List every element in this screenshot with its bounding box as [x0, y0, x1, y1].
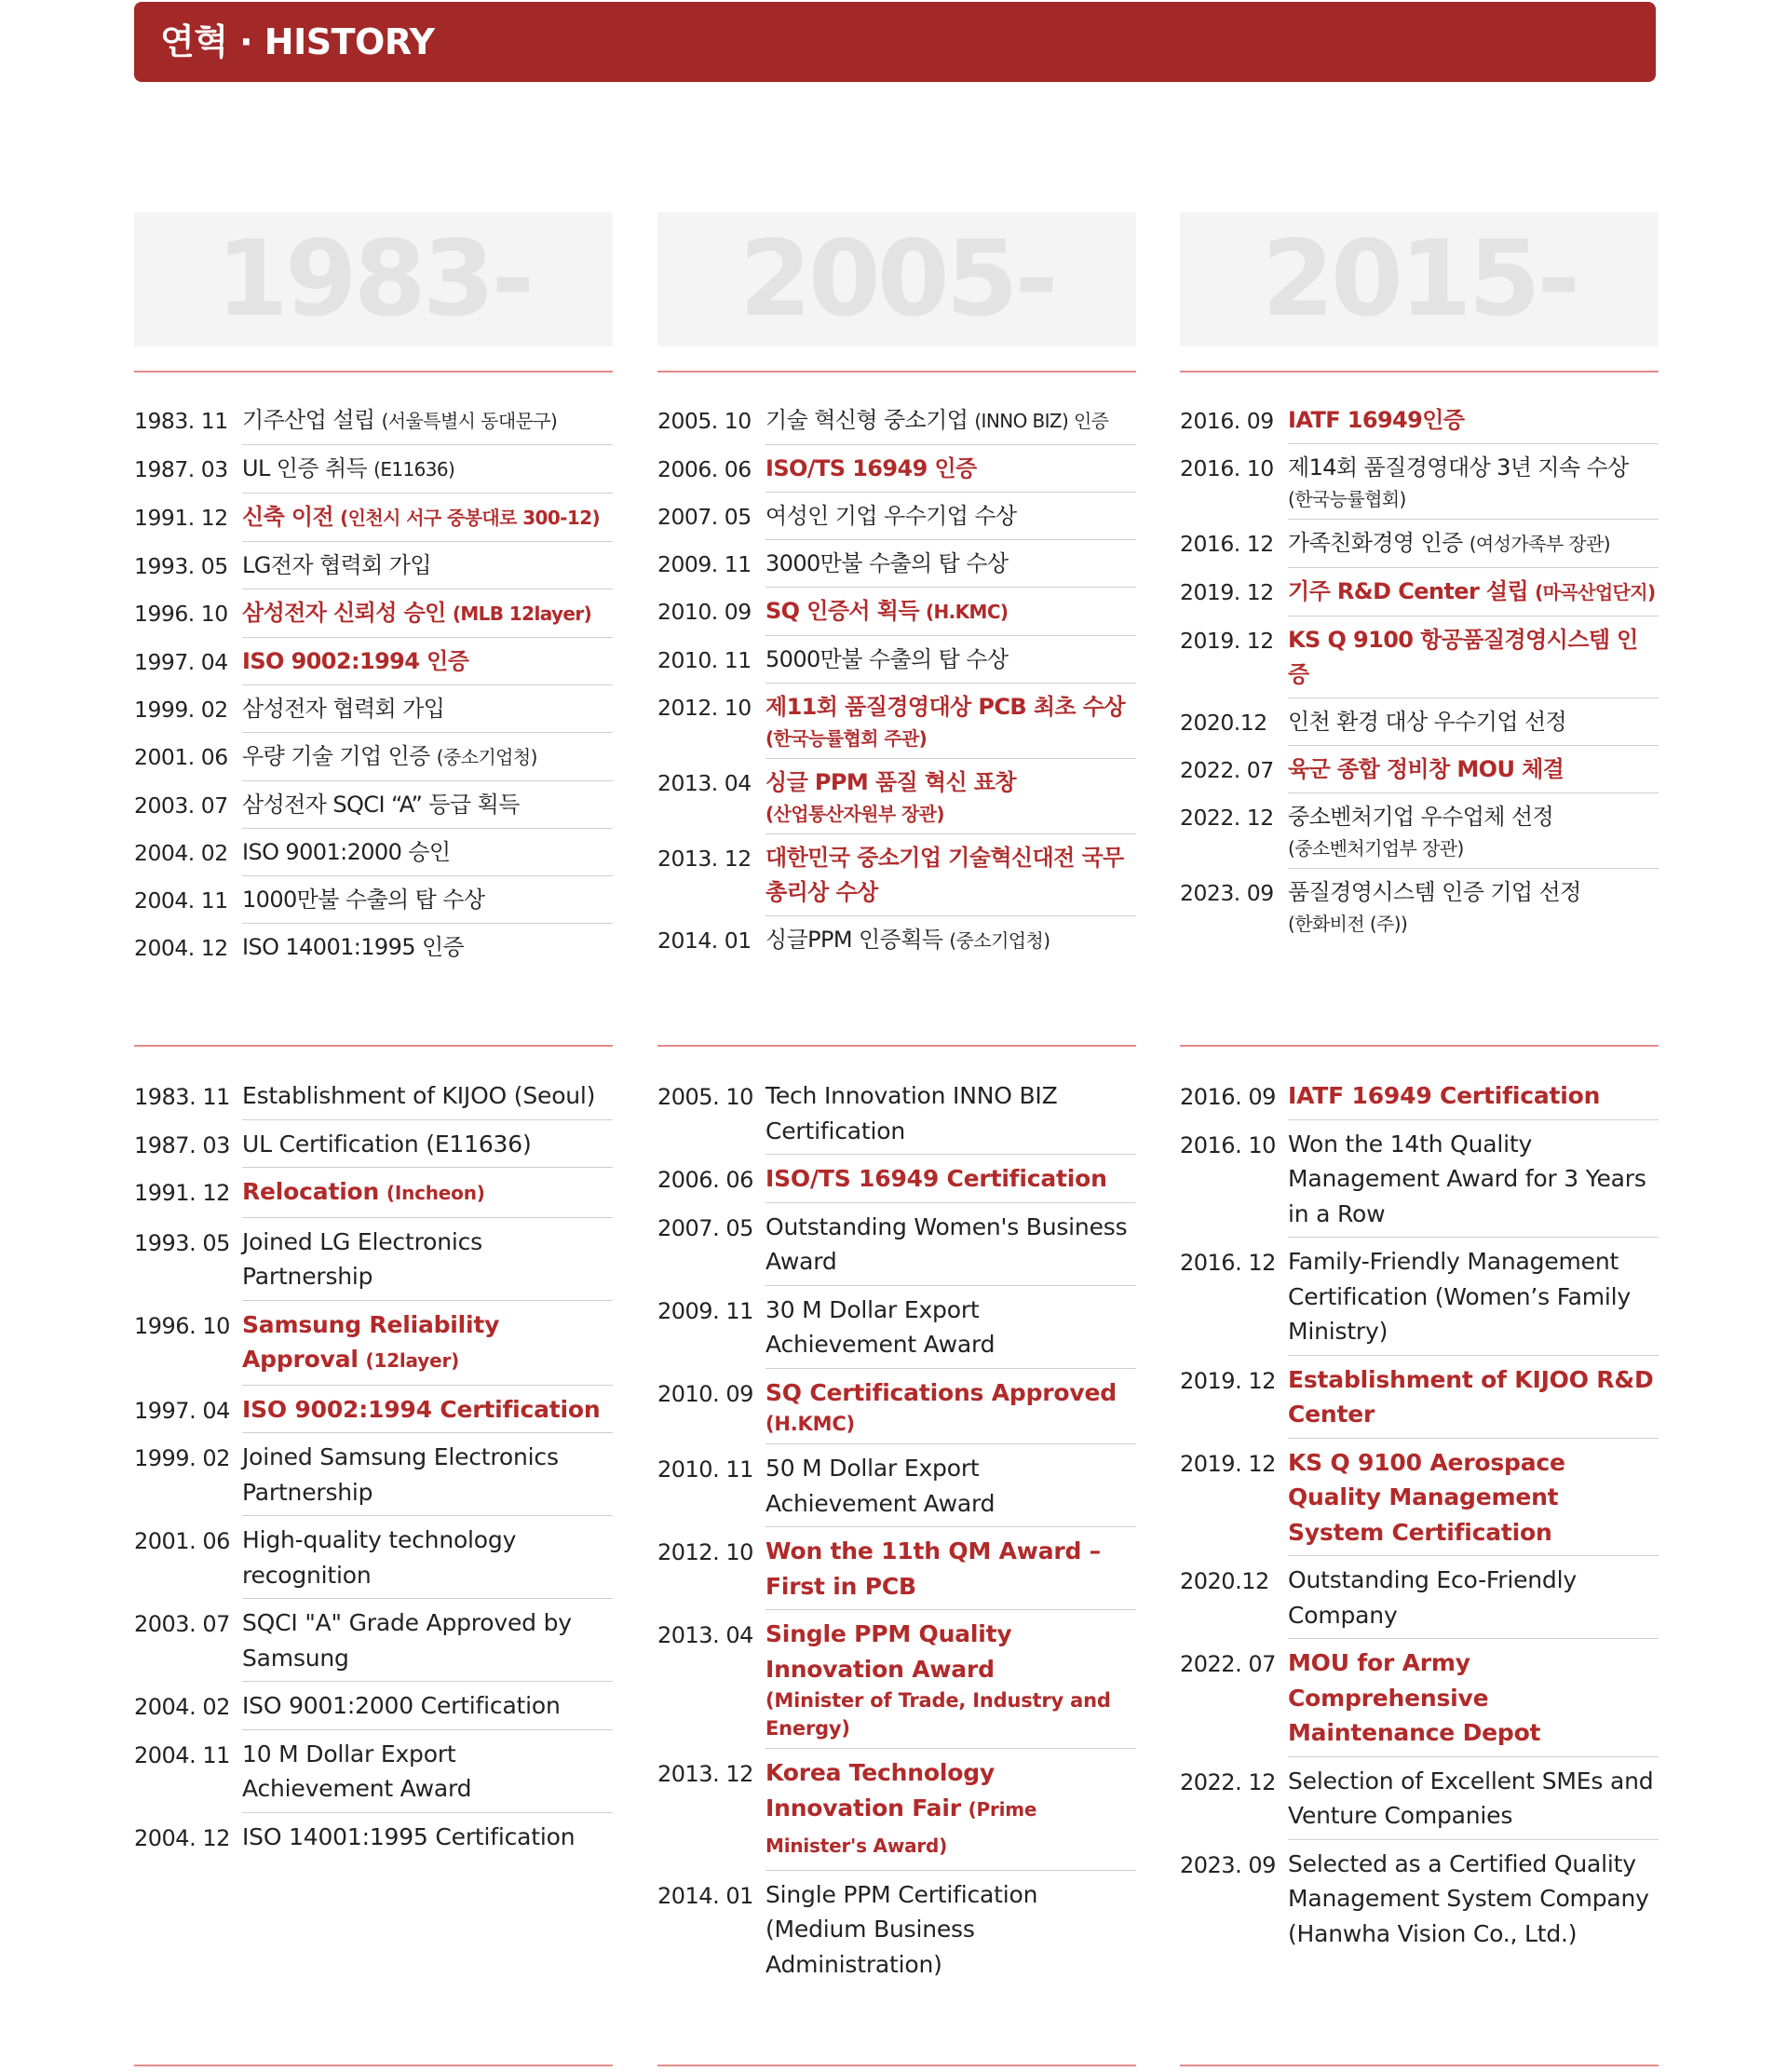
entry-note: (여성가족부 장관): [1469, 533, 1610, 555]
entry-date: 2022. 07: [1180, 1651, 1276, 1677]
entry-title: Relocation: [242, 1178, 380, 1205]
section-divider: [657, 371, 1136, 372]
entry-date: 2016. 10: [1180, 455, 1274, 481]
entry-date: 1991. 12: [134, 1180, 230, 1206]
section-divider: [1180, 371, 1659, 372]
entry-date: 1991. 12: [134, 505, 228, 531]
timeline-entry: [134, 1688, 613, 1737]
section-divider: [1180, 1045, 1659, 1047]
entry-text: [1288, 1563, 1659, 1639]
entry-date: 2016. 12: [1180, 1250, 1276, 1276]
entry-note: (중소기업청): [949, 929, 1050, 952]
entry-text: [1288, 623, 1659, 698]
entry-text: [242, 1820, 613, 1861]
entry-text: [1288, 1445, 1659, 1557]
timeline-entry: [1180, 1127, 1659, 1245]
entry-text: [765, 841, 1136, 916]
entry-date: 1996. 10: [134, 1312, 230, 1339]
timeline-entry: [1180, 526, 1659, 575]
timeline-entry: [1180, 623, 1659, 705]
entry-date: 1997. 04: [134, 649, 228, 675]
timeline-entry: [1180, 403, 1659, 451]
entry-title: SQCI "A" Grade Approved by Samsung: [242, 1609, 572, 1672]
timeline-entry: [657, 1161, 1136, 1210]
timeline-entry: [657, 765, 1136, 841]
entry-text: [242, 883, 613, 924]
section-divider: [134, 371, 613, 372]
entry-text: [1288, 800, 1659, 869]
entry-title: 여성인 기업 우수기업 수상: [765, 503, 1017, 529]
entry-date: 2023. 09: [1180, 1851, 1276, 1878]
entry-subnote: (Minister of Trade, Industry and Energy): [765, 1689, 1111, 1740]
entry-text: [242, 788, 613, 829]
entry-subnote: (H.KMC): [765, 1413, 855, 1435]
entry-title: 기술 혁신형 중소기업: [765, 407, 968, 433]
entry-title: SQ 인증서 획득: [765, 598, 919, 624]
entry-title: 우량 기술 기업 인증: [242, 743, 430, 769]
entry-title: Korea Technology Innovation Fair: [765, 1759, 995, 1821]
entry-text: [765, 1210, 1136, 1286]
entry-title: 기주산업 설립: [242, 407, 375, 433]
entry-text: [242, 548, 613, 589]
timeline-entry: [657, 547, 1136, 594]
timeline-entry: [657, 1755, 1136, 1877]
entry-note: (12layer): [365, 1349, 460, 1372]
page-title: 연혁 · HISTORY: [160, 21, 435, 62]
entry-text: [1288, 575, 1659, 616]
entry-title: 제14회 품질경영대상 3년 지속 수상: [1288, 454, 1629, 481]
timeline-entry: [1180, 1563, 1659, 1645]
timeline-entry: [1180, 705, 1659, 752]
entry-title: IATF 16949 Certification: [1288, 1082, 1601, 1109]
entry-title: 삼성전자 신뢰성 승인: [242, 600, 446, 626]
entry-date: 1993. 05: [134, 553, 228, 579]
timeline-entry: [134, 1440, 613, 1523]
entry-title: 신축 이전: [242, 504, 334, 530]
entry-text: [1288, 1764, 1659, 1840]
entry-title: 육군 종합 정비창 MOU 체결: [1288, 756, 1564, 782]
entry-title: ISO 14001:1995 인증: [242, 934, 465, 960]
entry-text: [765, 1161, 1136, 1203]
entry-title: 30 M Dollar Export Achievement Award: [765, 1295, 996, 1358]
entry-note: (Prime Minister's Award): [765, 1797, 1037, 1857]
entry-title: 품질경영시스템 인증 기업 선정: [1288, 879, 1581, 905]
timeline-entry: [657, 452, 1136, 499]
entry-date: 2014. 01: [657, 1882, 753, 1909]
timeline-entry: [1180, 1847, 1659, 1964]
entry-text: [242, 1078, 613, 1120]
entry-date: 2001. 06: [134, 744, 228, 770]
entry-title: ISO 9001:2000 승인: [242, 839, 451, 865]
timeline-entry: [134, 692, 613, 739]
entry-text: [1288, 526, 1659, 568]
timeline-entry: [134, 1078, 613, 1127]
entry-text: [765, 1375, 1136, 1445]
entry-date: 1987. 03: [134, 1131, 230, 1158]
entry-text: [1288, 403, 1659, 444]
entry-text: [765, 1755, 1136, 1871]
entry-title: Won the 14th Quality Management Award for 3 Years in a Row: [1288, 1130, 1646, 1227]
timeline-entry: [1180, 1362, 1659, 1445]
entry-title: Family-Friendly Management Certification (Women’s Family Ministry): [1288, 1248, 1631, 1345]
entry-text: [765, 923, 1136, 964]
entry-text: [242, 1127, 613, 1169]
entry-date: 2022. 07: [1180, 757, 1274, 783]
entry-date: 1983. 11: [134, 408, 228, 434]
entry-date: 2007. 05: [657, 504, 752, 530]
entry-date: 2014. 01: [657, 928, 752, 954]
entry-text: [242, 452, 613, 494]
entry-date: 2019. 12: [1180, 628, 1274, 654]
entry-date: 2003. 07: [134, 792, 228, 819]
entry-text: [242, 403, 613, 445]
entry-date: 2016. 10: [1180, 1131, 1276, 1158]
entry-date: 2010. 11: [657, 1456, 753, 1483]
entry-date: 2006. 06: [657, 1167, 753, 1193]
entry-date: 2019. 12: [1180, 1450, 1276, 1477]
entry-text: [1288, 1078, 1659, 1120]
section-divider: [134, 1045, 613, 1047]
entry-text: [765, 499, 1136, 540]
entry-title: KS Q 9100 항공품질경영시스템 인증: [1288, 627, 1638, 687]
entry-title: LG전자 협력회 가입: [242, 552, 431, 578]
entry-text: [1288, 1127, 1659, 1239]
entry-date: 2016. 12: [1180, 531, 1274, 557]
entry-date: 2013. 04: [657, 1622, 753, 1648]
timeline-entry: [1180, 1645, 1659, 1764]
entry-title: 인천 환경 대상 우수기업 선정: [1288, 709, 1567, 735]
entry-date: 2009. 11: [657, 551, 752, 577]
timeline-entry: [134, 1523, 613, 1605]
entry-date: 2012. 10: [657, 1539, 753, 1565]
entry-note: (E11636): [373, 458, 455, 481]
timeline-entry: [134, 1820, 613, 1867]
entry-title: 10 M Dollar Export Achievement Award: [242, 1740, 472, 1802]
entry-title: Outstanding Eco-Friendly Company: [1288, 1566, 1577, 1629]
timeline-entry: [657, 690, 1136, 765]
entry-date: 2010. 09: [657, 599, 752, 625]
entry-text: [1288, 1244, 1659, 1356]
entry-title: Selected as a Certified Quality Management System Company (Hanwha Vision Co., Ltd.): [1288, 1849, 1649, 1947]
timeline-list-ko: [134, 403, 613, 977]
timeline-entry: [657, 1375, 1136, 1452]
entry-date: 2010. 11: [657, 647, 752, 673]
entry-title: IATF 16949인증: [1288, 407, 1465, 433]
entry-title: Single PPM Certification (Medium Business Administration): [765, 1880, 1038, 1978]
timeline-entry: [134, 1392, 613, 1441]
entry-date: 2005. 10: [657, 1084, 753, 1110]
entry-title: Selection of Excellent SMEs and Venture Companies: [1288, 1767, 1654, 1829]
timeline-entry: [134, 500, 613, 548]
entry-title: Won the 11th QM Award – First in PCB: [765, 1537, 1101, 1600]
entry-date: 2016. 09: [1180, 1084, 1276, 1110]
timeline-entry: [1180, 451, 1659, 526]
era-year-heading: 1983-: [134, 212, 613, 346]
entry-text: [242, 644, 613, 685]
entry-text: [1288, 752, 1659, 793]
timeline-list-ko: [657, 403, 1136, 970]
entry-date: 1996. 10: [134, 601, 228, 627]
section-divider: [1180, 2065, 1659, 2066]
entry-text: [242, 1307, 613, 1386]
entry-date: 2004. 11: [134, 887, 228, 914]
entry-title: 제11회 품질경영대상 PCB 최초 수상: [765, 694, 1125, 720]
entry-title: UL Certification (E11636): [242, 1130, 532, 1158]
timeline-entry: [134, 548, 613, 596]
timeline-entry: [657, 1078, 1136, 1161]
timeline-entry: [134, 739, 613, 788]
section-divider: [134, 2065, 613, 2066]
entry-date: 1999. 02: [134, 697, 228, 723]
entry-text: [765, 1451, 1136, 1527]
timeline-list-en: [1180, 1078, 1659, 1963]
timeline-entry: [134, 596, 613, 644]
timeline-entry: [1180, 575, 1659, 623]
entry-text: [765, 547, 1136, 588]
entry-date: 2016. 09: [1180, 408, 1274, 434]
timeline-entry: [657, 499, 1136, 547]
entry-date: 1987. 03: [134, 456, 228, 482]
entry-text: [1288, 1847, 1659, 1957]
entry-title: KS Q 9100 Aerospace Quality Management System Certification: [1288, 1448, 1565, 1546]
entry-date: 2007. 05: [657, 1214, 753, 1241]
entry-text: [765, 690, 1136, 759]
entry-text: [765, 403, 1136, 445]
timeline-list-ko: [1180, 403, 1659, 950]
entry-title: ISO 14001:1995 Certification: [242, 1822, 576, 1850]
entry-title: 1000만불 수출의 탑 수상: [242, 887, 485, 913]
entry-date: 2022. 12: [1180, 1768, 1276, 1795]
entry-title: 50 M Dollar Export Achievement Award: [765, 1455, 996, 1517]
entry-title: MOU for Army Comprehensive Maintenance Depot: [1288, 1649, 1541, 1746]
timeline-entry: [134, 1174, 613, 1225]
timeline-entry: [657, 1617, 1136, 1755]
entry-text: [242, 739, 613, 781]
entry-note: (마곡산업단지): [1535, 581, 1656, 603]
entry-title: Establishment of KIJOO R&D Center: [1288, 1365, 1654, 1428]
entry-date: 2013. 12: [657, 1761, 753, 1787]
timeline-entry: [1180, 1445, 1659, 1564]
timeline-entry: [1180, 875, 1659, 950]
entry-text: [1288, 1645, 1659, 1757]
era-year-heading: 2015-: [1180, 212, 1659, 346]
entry-note: (인천시 서구 중봉대로 300-12): [340, 507, 601, 529]
entry-text: [765, 1293, 1136, 1369]
entry-text: [765, 1078, 1136, 1155]
timeline-entry: [657, 923, 1136, 970]
timeline-entry: [657, 403, 1136, 452]
timeline-entry: [657, 1534, 1136, 1617]
entry-title: Joined LG Electronics Partnership: [242, 1227, 482, 1290]
entry-text: [242, 835, 613, 876]
timeline-entry: [134, 1605, 613, 1688]
timeline-entry: [134, 403, 613, 452]
entry-date: 1997. 04: [134, 1397, 230, 1424]
entry-title: ISO 9001:2000 Certification: [242, 1692, 561, 1719]
timeline-entry: [657, 1451, 1136, 1534]
entry-date: 2009. 11: [657, 1297, 753, 1324]
entry-note: (MLB 12layer): [452, 603, 592, 625]
timeline-entry: [657, 841, 1136, 923]
timeline-entry: [1180, 752, 1659, 800]
entry-title: ISO 9002:1994 Certification: [242, 1395, 601, 1423]
entry-text: [242, 930, 613, 970]
era-year-heading: 2005-: [657, 212, 1136, 346]
entry-title: SQ Certifications Approved: [765, 1378, 1117, 1406]
entry-date: 2020.12: [1180, 1568, 1269, 1594]
timeline-entry: [134, 1127, 613, 1175]
entry-date: 2020.12: [1180, 710, 1267, 736]
timeline-entry: [134, 644, 613, 692]
entry-title: 기주 R&D Center 설립: [1288, 578, 1529, 604]
timeline-entry: [657, 643, 1136, 690]
entry-date: 1983. 11: [134, 1084, 230, 1110]
timeline-entry: [134, 883, 613, 930]
entry-title: UL 인증 취득: [242, 455, 368, 481]
entry-date: 2023. 09: [1180, 880, 1274, 906]
entry-date: 2019. 12: [1180, 1367, 1276, 1394]
entry-text: [1288, 1362, 1659, 1439]
entry-note: (H.KMC): [925, 601, 1009, 623]
entry-title: ISO/TS 16949 인증: [765, 455, 977, 481]
entry-date: 2004. 12: [134, 1824, 230, 1851]
entry-text: [1288, 875, 1659, 943]
entry-date: 2001. 06: [134, 1528, 230, 1554]
timeline-entry: [1180, 1244, 1659, 1362]
entry-title: 삼성전자 SQCI “A” 등급 획득: [242, 792, 520, 818]
timeline-entry: [657, 1877, 1136, 1995]
entry-title: ISO/TS 16949 Certification: [765, 1165, 1107, 1192]
entry-subnote: (한국능률협회): [1288, 488, 1406, 510]
entry-date: 2013. 04: [657, 770, 752, 796]
timeline-entry: [657, 1210, 1136, 1293]
entry-text: [242, 1737, 613, 1813]
entry-title: 5000만불 수출의 탑 수상: [765, 646, 1009, 672]
entry-note: (서울특별시 동대문구): [381, 410, 558, 432]
section-header: [134, 2, 1656, 82]
section-divider: [657, 1045, 1136, 1047]
entry-text: [242, 1440, 613, 1516]
entry-title: 가족친화경영 인증: [1288, 530, 1463, 556]
entry-title: 3000만불 수출의 탑 수상: [765, 550, 1009, 576]
entry-title: 중소벤처기업 우수업체 선정: [1288, 804, 1554, 830]
entry-date: 2004. 02: [134, 1694, 230, 1720]
timeline-entry: [657, 594, 1136, 643]
entry-date: 2012. 10: [657, 695, 752, 721]
entry-date: 2013. 12: [657, 846, 752, 872]
timeline-entry: [657, 1293, 1136, 1375]
entry-text: [765, 1877, 1136, 1988]
entry-date: 2003. 07: [134, 1611, 230, 1637]
entry-title: 대한민국 중소기업 기술혁신대전 국무총리상 수상: [765, 845, 1124, 905]
timeline-list-en: [657, 1078, 1136, 1994]
timeline-entry: [134, 452, 613, 500]
entry-title: 삼성전자 협력회 가입: [242, 696, 445, 722]
entry-date: 2019. 12: [1180, 579, 1274, 605]
entry-date: 2006. 06: [657, 456, 752, 482]
entry-text: [242, 596, 613, 638]
entry-text: [765, 643, 1136, 684]
entry-date: 2004. 12: [134, 935, 228, 961]
entry-text: [765, 765, 1136, 834]
entry-text: [242, 1225, 613, 1301]
entry-title: High-quality technology recognition: [242, 1526, 517, 1589]
entry-text: [765, 1534, 1136, 1610]
timeline-entry: [1180, 800, 1659, 875]
entry-date: 2004. 11: [134, 1741, 230, 1768]
entry-text: [242, 1523, 613, 1599]
entry-text: [765, 594, 1136, 636]
entry-title: ISO 9002:1994 인증: [242, 648, 469, 674]
entry-subnote: (산업통산자원부 장관): [765, 803, 944, 825]
entry-title: 싱글 PPM 품질 혁신 표창: [765, 769, 1016, 795]
entry-text: [242, 1392, 613, 1434]
entry-date: 1999. 02: [134, 1445, 230, 1471]
entry-text: [242, 1174, 613, 1218]
entry-text: [242, 500, 613, 542]
entry-title: Single PPM Quality Innovation Award: [765, 1620, 1012, 1683]
entry-note: (INNO BIZ) 인증: [974, 410, 1109, 432]
entry-text: [765, 1617, 1136, 1749]
entry-date: 2005. 10: [657, 408, 752, 434]
timeline-entry: [134, 930, 613, 977]
entry-title: Outstanding Women's Business Award: [765, 1212, 1128, 1275]
timeline-entry: [134, 1225, 613, 1307]
entry-text: [242, 1688, 613, 1730]
entry-text: [242, 1605, 613, 1682]
entry-title: Joined Samsung Electronics Partnership: [242, 1443, 559, 1506]
entry-text: [242, 692, 613, 733]
entry-date: 2004. 02: [134, 840, 228, 866]
entry-date: 2022. 12: [1180, 805, 1274, 831]
entry-subnote: (한화비전 (주)): [1288, 913, 1408, 935]
entry-title: Samsung Reliability Approval: [242, 1310, 500, 1373]
timeline-entry: [134, 835, 613, 883]
timeline-entry: [134, 788, 613, 835]
entry-note: (Incheon): [386, 1182, 485, 1204]
timeline-entry: [134, 1307, 613, 1392]
entry-subnote: (한국능률협회 주관): [765, 727, 928, 750]
section-divider: [657, 2065, 1136, 2066]
entry-subnote: (중소벤처기업부 장관): [1288, 837, 1464, 860]
entry-title: 싱글PPM 인증획득: [765, 927, 943, 953]
entry-date: 1993. 05: [134, 1229, 230, 1256]
timeline-entry: [1180, 1078, 1659, 1127]
timeline-entry: [134, 1737, 613, 1820]
entry-title: Establishment of KIJOO (Seoul): [242, 1082, 596, 1109]
entry-title: Tech Innovation INNO BIZ Certification: [765, 1082, 1058, 1144]
entry-text: [765, 452, 1136, 493]
entry-note: (중소기업청): [436, 746, 537, 768]
entry-text: [1288, 451, 1659, 520]
entry-date: 2010. 09: [657, 1380, 753, 1407]
timeline-entry: [1180, 1764, 1659, 1847]
entry-text: [1288, 705, 1659, 746]
timeline-list-en: [134, 1078, 613, 1866]
